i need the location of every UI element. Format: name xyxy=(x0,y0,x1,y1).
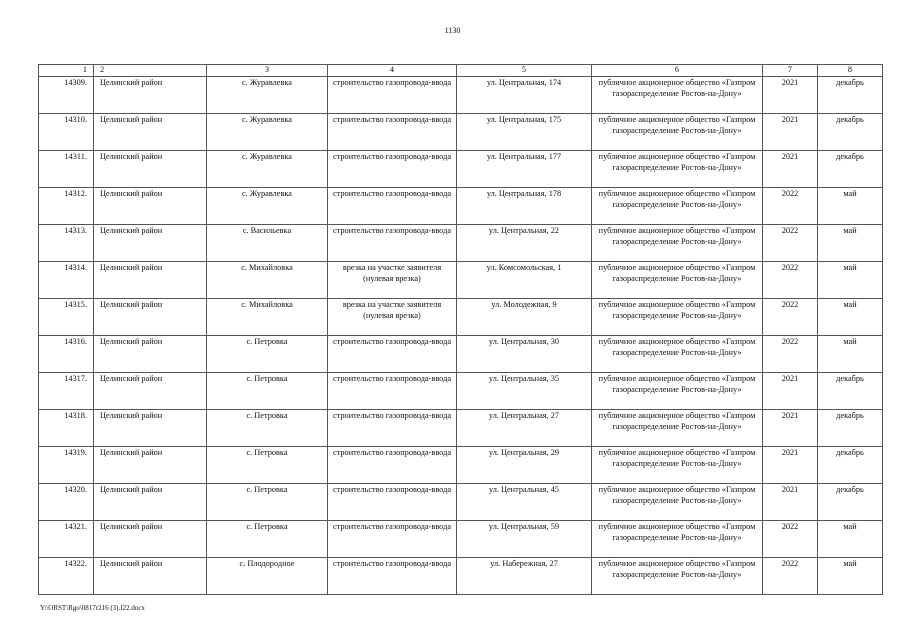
year-cell: 2021 xyxy=(763,484,818,521)
work-type-cell: врезка на участке заявителя (нулевая врезка) xyxy=(328,262,457,299)
settlement-cell: с. Петровка xyxy=(207,410,328,447)
file-path-footer: Y:\ORST\Rgo\0817r216 (3).f22.docx xyxy=(40,604,145,612)
organization-cell: публичное акционерное общество «Газпром газораспределение Ростов-на-Дону» xyxy=(592,151,763,188)
row-number-cell: 14322. xyxy=(39,558,94,595)
work-type-cell: строительство газопровода-ввода xyxy=(328,77,457,114)
table-row xyxy=(39,225,883,262)
row-number-cell: 14317. xyxy=(39,373,94,410)
year-cell: 2022 xyxy=(763,299,818,336)
row-number-cell: 14321. xyxy=(39,521,94,558)
month-cell: декабрь xyxy=(818,484,883,521)
address-cell: ул. Центральная, 45 xyxy=(457,484,592,521)
work-type-cell: врезка на участке заявителя (нулевая врезка) xyxy=(328,299,457,336)
address-cell: ул. Центральная, 177 xyxy=(457,151,592,188)
address-cell: ул. Центральная, 174 xyxy=(457,77,592,114)
year-cell: 2022 xyxy=(763,336,818,373)
year-cell: 2021 xyxy=(763,373,818,410)
settlement-cell: с. Журавлевка xyxy=(207,188,328,225)
table-row xyxy=(39,447,883,484)
address-cell: ул. Центральная, 22 xyxy=(457,225,592,262)
year-cell: 2021 xyxy=(763,77,818,114)
district-cell: Целинский район xyxy=(94,299,207,336)
district-cell: Целинский район xyxy=(94,373,207,410)
month-cell: декабрь xyxy=(818,447,883,484)
row-number-cell: 14320. xyxy=(39,484,94,521)
row-number-cell: 14309. xyxy=(39,77,94,114)
table-row xyxy=(39,558,883,595)
settlement-cell: с. Михайловка xyxy=(207,299,328,336)
year-cell: 2022 xyxy=(763,225,818,262)
work-type-cell: строительство газопровода-ввода xyxy=(328,410,457,447)
table-row xyxy=(39,336,883,373)
district-cell: Целинский район xyxy=(94,225,207,262)
address-cell: ул. Центральная, 27 xyxy=(457,410,592,447)
year-cell: 2021 xyxy=(763,447,818,484)
work-type-cell: строительство газопровода-ввода xyxy=(328,521,457,558)
settlement-cell: с. Петровка xyxy=(207,484,328,521)
month-cell: декабрь xyxy=(818,77,883,114)
settlement-cell: с. Журавлевка xyxy=(207,77,328,114)
district-cell: Целинский район xyxy=(94,521,207,558)
row-number-cell: 14319. xyxy=(39,447,94,484)
address-cell: ул. Набережная, 27 xyxy=(457,558,592,595)
work-type-cell: строительство газопровода-ввода xyxy=(328,188,457,225)
work-type-cell: строительство газопровода-ввода xyxy=(328,373,457,410)
page-number: 1130 xyxy=(444,26,461,35)
district-cell: Целинский район xyxy=(94,77,207,114)
column-header-4: 4 xyxy=(328,65,457,77)
month-cell: декабрь xyxy=(818,114,883,151)
month-cell: май xyxy=(818,188,883,225)
work-type-cell: строительство газопровода-ввода xyxy=(328,114,457,151)
district-cell: Целинский район xyxy=(94,558,207,595)
table-row xyxy=(39,151,883,188)
organization-cell: публичное акционерное общество «Газпром газораспределение Ростов-на-Дону» xyxy=(592,188,763,225)
district-cell: Целинский район xyxy=(94,151,207,188)
row-number-cell: 14316. xyxy=(39,336,94,373)
organization-cell: публичное акционерное общество «Газпром газораспределение Ростов-на-Дону» xyxy=(592,77,763,114)
settlement-cell: с. Петровка xyxy=(207,447,328,484)
organization-cell: публичное акционерное общество «Газпром газораспределение Ростов-на-Дону» xyxy=(592,410,763,447)
year-cell: 2022 xyxy=(763,262,818,299)
work-type-cell: строительство газопровода-ввода xyxy=(328,336,457,373)
work-type-cell: строительство газопровода-ввода xyxy=(328,447,457,484)
column-header-3: 3 xyxy=(207,65,328,77)
settlement-cell: с. Журавлевка xyxy=(207,151,328,188)
column-header-6: 6 xyxy=(592,65,763,77)
table-row xyxy=(39,262,883,299)
column-number-row xyxy=(39,65,883,77)
column-header-1: 1 xyxy=(39,65,94,77)
year-cell: 2022 xyxy=(763,521,818,558)
organization-cell: публичное акционерное общество «Газпром газораспределение Ростов-на-Дону» xyxy=(592,521,763,558)
year-cell: 2021 xyxy=(763,151,818,188)
address-cell: ул. Центральная, 175 xyxy=(457,114,592,151)
row-number-cell: 14310. xyxy=(39,114,94,151)
organization-cell: публичное акционерное общество «Газпром газораспределение Ростов-на-Дону» xyxy=(592,114,763,151)
address-cell: ул. Центральная, 29 xyxy=(457,447,592,484)
work-type-cell: строительство газопровода-ввода xyxy=(328,484,457,521)
organization-cell: публичное акционерное общество «Газпром газораспределение Ростов-на-Дону» xyxy=(592,447,763,484)
table-row xyxy=(39,188,883,225)
organization-cell: публичное акционерное общество «Газпром газораспределение Ростов-на-Дону» xyxy=(592,484,763,521)
address-cell: ул. Молодежная, 9 xyxy=(457,299,592,336)
organization-cell: публичное акционерное общество «Газпром газораспределение Ростов-на-Дону» xyxy=(592,225,763,262)
table-row xyxy=(39,484,883,521)
organization-cell: публичное акционерное общество «Газпром газораспределение Ростов-на-Дону» xyxy=(592,558,763,595)
settlement-cell: с. Петровка xyxy=(207,336,328,373)
table-row xyxy=(39,114,883,151)
row-number-cell: 14318. xyxy=(39,410,94,447)
row-number-cell: 14312. xyxy=(39,188,94,225)
year-cell: 2021 xyxy=(763,114,818,151)
month-cell: декабрь xyxy=(818,373,883,410)
row-number-cell: 14314. xyxy=(39,262,94,299)
column-header-5: 5 xyxy=(457,65,592,77)
table-row xyxy=(39,373,883,410)
work-type-cell: строительство газопровода-ввода xyxy=(328,151,457,188)
address-cell: ул. Центральная, 35 xyxy=(457,373,592,410)
month-cell: май xyxy=(818,336,883,373)
work-type-cell: строительство газопровода-ввода xyxy=(328,558,457,595)
address-cell: ул. Центральная, 59 xyxy=(457,521,592,558)
organization-cell: публичное акционерное общество «Газпром газораспределение Ростов-на-Дону» xyxy=(592,262,763,299)
settlement-cell: с. Плодородное xyxy=(207,558,328,595)
address-cell: ул. Центральная, 178 xyxy=(457,188,592,225)
month-cell: декабрь xyxy=(818,151,883,188)
address-cell: ул. Центральная, 30 xyxy=(457,336,592,373)
organization-cell: публичное акционерное общество «Газпром газораспределение Ростов-на-Дону» xyxy=(592,299,763,336)
column-header-2: 2 xyxy=(94,65,207,77)
district-cell: Целинский район xyxy=(94,484,207,521)
month-cell: май xyxy=(818,521,883,558)
column-header-7: 7 xyxy=(763,65,818,77)
district-cell: Целинский район xyxy=(94,447,207,484)
row-number-cell: 14315. xyxy=(39,299,94,336)
row-number-cell: 14313. xyxy=(39,225,94,262)
month-cell: май xyxy=(818,225,883,262)
year-cell: 2021 xyxy=(763,410,818,447)
settlement-cell: с. Журавлевка xyxy=(207,114,328,151)
district-cell: Целинский район xyxy=(94,410,207,447)
year-cell: 2022 xyxy=(763,558,818,595)
table-row xyxy=(39,299,883,336)
table-row xyxy=(39,77,883,114)
month-cell: декабрь xyxy=(818,410,883,447)
month-cell: май xyxy=(818,262,883,299)
row-number-cell: 14311. xyxy=(39,151,94,188)
month-cell: май xyxy=(818,558,883,595)
district-cell: Целинский район xyxy=(94,114,207,151)
table-row xyxy=(39,410,883,447)
settlement-cell: с. Васильевка xyxy=(207,225,328,262)
table-body xyxy=(39,77,883,595)
settlement-cell: с. Петровка xyxy=(207,521,328,558)
column-header-8: 8 xyxy=(818,65,883,77)
settlement-cell: с. Петровка xyxy=(207,373,328,410)
district-cell: Целинский район xyxy=(94,336,207,373)
settlement-cell: с. Михайловка xyxy=(207,262,328,299)
district-cell: Целинский район xyxy=(94,262,207,299)
month-cell: май xyxy=(818,299,883,336)
work-type-cell: строительство газопровода-ввода xyxy=(328,225,457,262)
year-cell: 2022 xyxy=(763,188,818,225)
table-row xyxy=(39,521,883,558)
district-cell: Целинский район xyxy=(94,188,207,225)
organization-cell: публичное акционерное общество «Газпром газораспределение Ростов-на-Дону» xyxy=(592,373,763,410)
gasification-table xyxy=(38,64,883,595)
organization-cell: публичное акционерное общество «Газпром газораспределение Ростов-на-Дону» xyxy=(592,336,763,373)
address-cell: ул. Комсомольская, 1 xyxy=(457,262,592,299)
